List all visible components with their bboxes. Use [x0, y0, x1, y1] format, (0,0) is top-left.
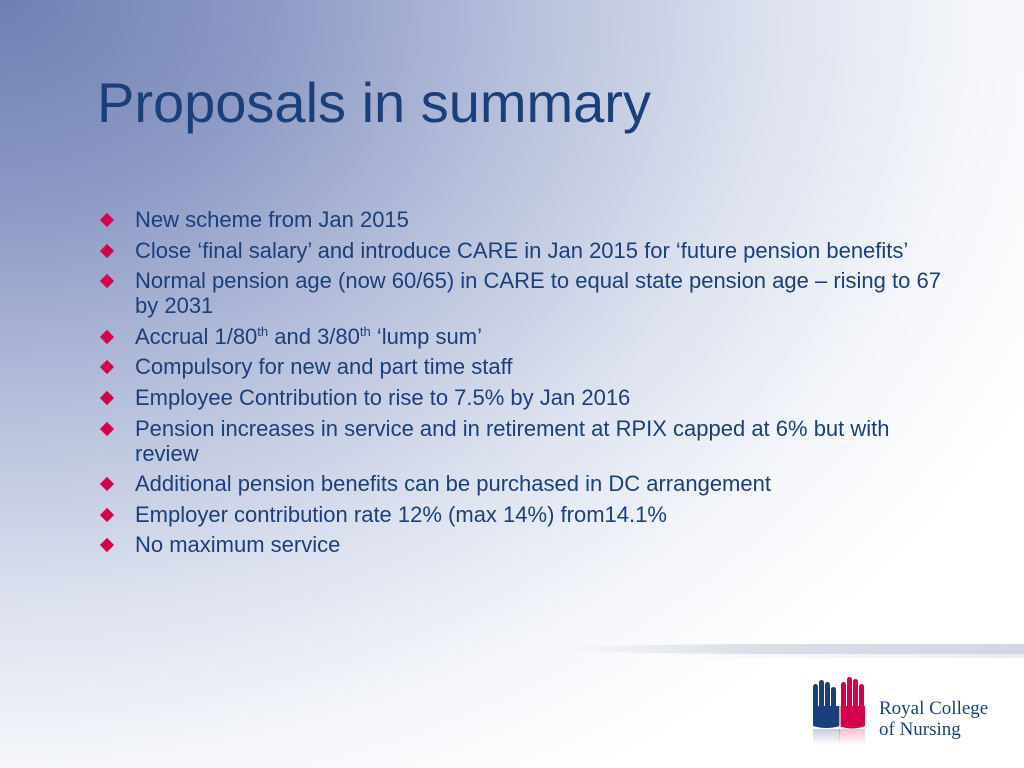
bullet-text: Close ‘final salary’ and introduce CARE in Jan 2015 for ‘future pension benefits’ [135, 237, 909, 263]
logo-wordmark [879, 698, 988, 740]
diamond-bullet-icon [100, 477, 114, 491]
bullet-item [100, 207, 950, 232]
bullet-text: Employee Contribution to rise to 7.5% by Jan 2016 [135, 384, 631, 410]
bullet-text: Compulsory for new and part time staff [135, 354, 513, 380]
bullet-item [100, 502, 950, 527]
bullet-text-part: Accrual 1/80 [135, 323, 258, 349]
diamond-bullet-icon [100, 421, 114, 435]
rcn-hands-logo-icon [812, 676, 872, 746]
bullet-list [100, 207, 950, 563]
bullet-text: Pension increases in service and in retirement at RPIX capped at 6% but with review [135, 415, 890, 466]
diamond-bullet-icon [100, 360, 114, 374]
diamond-bullet-icon [100, 213, 114, 227]
bullet-item [100, 324, 950, 349]
bullet-text: Additional pension benefits can be purchased in DC arrangement [135, 471, 771, 497]
bullet-item [100, 354, 950, 379]
diamond-bullet-icon [100, 244, 114, 258]
diamond-bullet-icon [100, 538, 114, 552]
bullet-text-part: ‘lump sum’ [370, 323, 482, 349]
bullet-text: New scheme from Jan 2015 [135, 207, 409, 232]
bullet-item [100, 385, 950, 410]
bullet-text: Normal pension age (now 60/65) in CARE to equal state pension age – rising to 67 by 2031 [135, 268, 941, 319]
diamond-bullet-icon [100, 508, 114, 522]
diamond-bullet-icon [100, 391, 114, 405]
bullet-text: Employer contribution rate 12% (max 14%) from14.1% [135, 501, 667, 527]
bullet-item [100, 532, 950, 557]
logo-line-1: Royal College [879, 698, 989, 719]
bullet-item [100, 238, 950, 263]
bullet-item [100, 268, 950, 318]
superscript: th [359, 323, 371, 339]
superscript: th [257, 323, 269, 339]
diamond-bullet-icon [100, 330, 114, 344]
diamond-bullet-icon [100, 274, 114, 288]
rcn-logo [812, 676, 992, 746]
bullet-item [100, 416, 950, 466]
slide-title: Proposals in summary [97, 71, 651, 134]
bullet-text-part: and 3/80 [268, 323, 360, 349]
logo-line-2: of Nursing [879, 719, 961, 740]
bullet-text [135, 324, 482, 349]
bullet-item [100, 471, 950, 496]
bullet-text: No maximum service [135, 532, 341, 558]
